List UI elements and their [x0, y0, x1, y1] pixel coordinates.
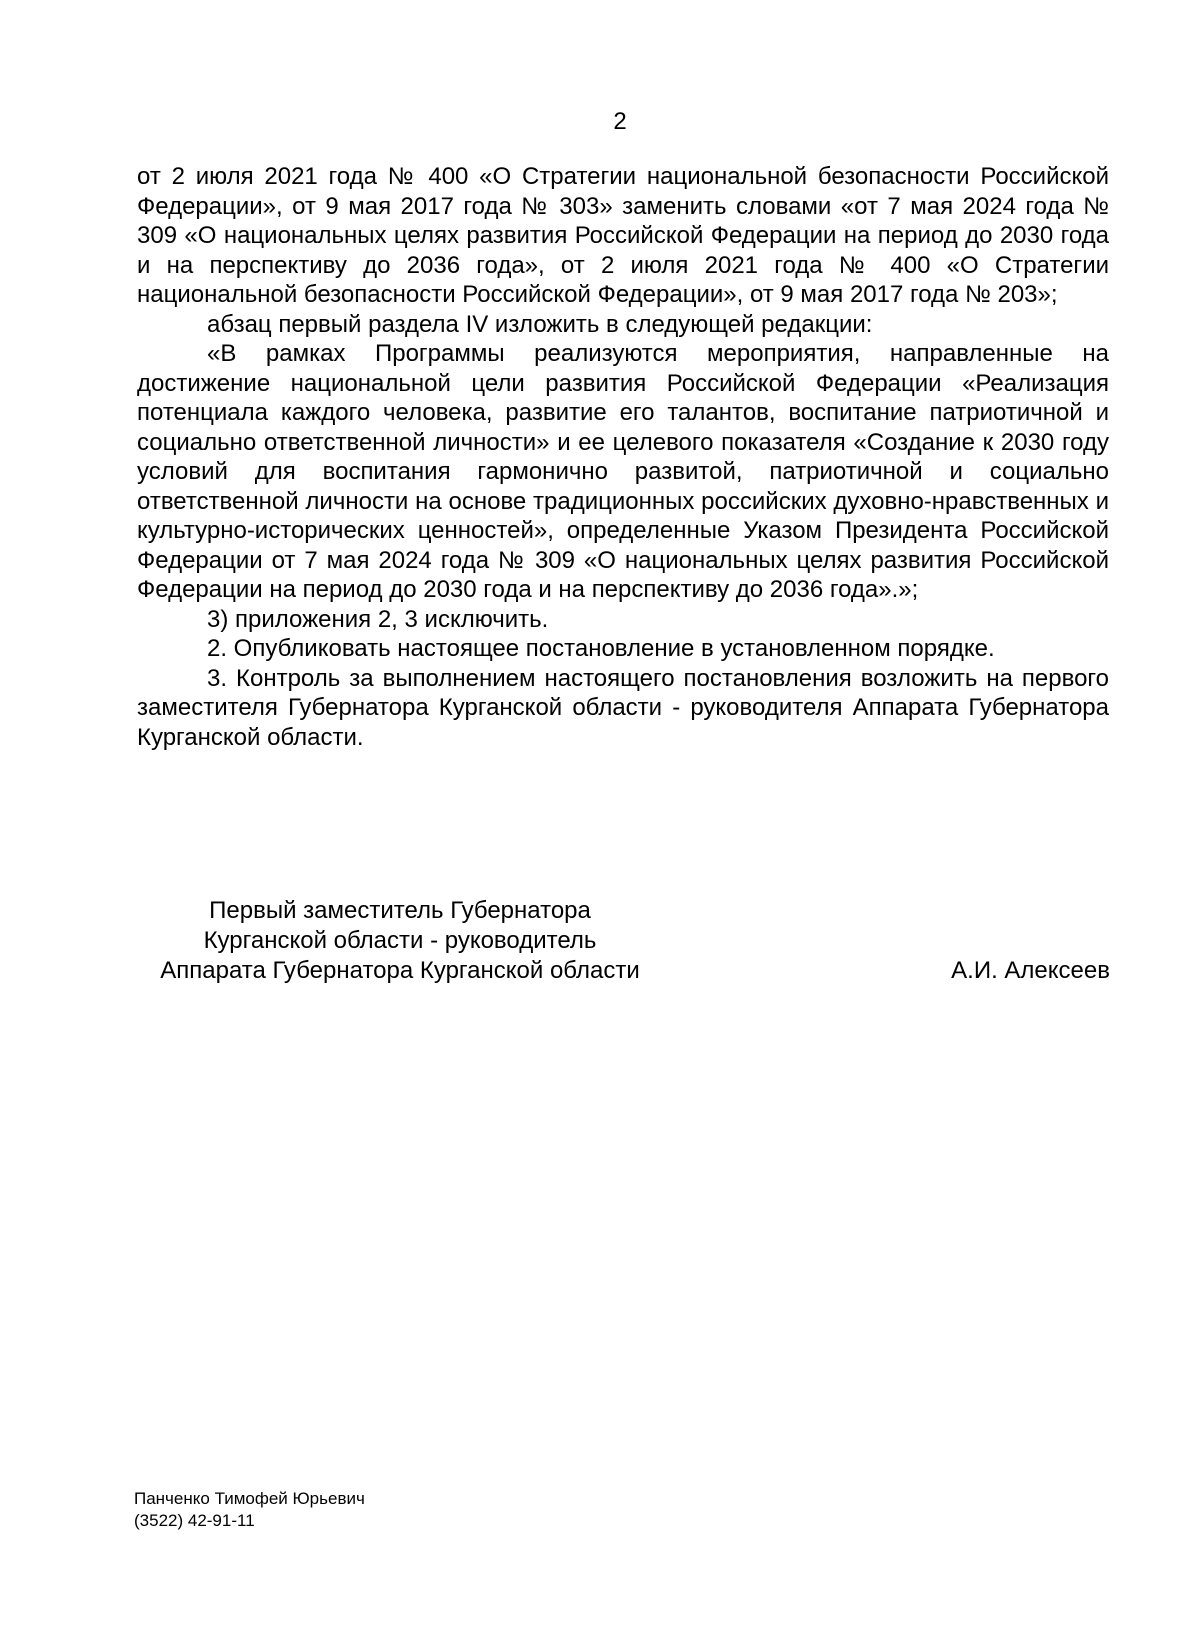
signatory-position-line: Первый заместитель Губернатора: [209, 897, 591, 924]
document-body: [137, 162, 1109, 752]
paragraph-6: 3. Контроль за выполнением настоящего постановления возложить на первого заместителя Губернатора Курганской области - руководителя Аппарата Губернатора Курганской области.: [137, 664, 1109, 751]
paragraph-2: абзац первый раздела IV изложить в следующей редакции:: [207, 310, 873, 338]
signatory-position-line: Курганской области - руководитель: [203, 927, 597, 954]
signatory-position: [130, 896, 670, 986]
executor-name: Панченко Тимофей Юрьевич: [134, 1489, 365, 1508]
executor-block: [134, 1488, 365, 1532]
page-number: 2: [613, 108, 627, 135]
paragraph-4: 3) приложения 2, 3 исключить.: [207, 605, 549, 633]
signatory-position-line: Аппарата Губернатора Курганской области: [160, 957, 640, 984]
signatory-name: А.И. Алексеев: [951, 957, 1110, 984]
paragraph-1: от 2 июля 2021 года № 400 «О Стратегии национальной безопасности Российской Федерации», от 9 мая 2017 года № 303» заменить словами «от 7 мая 2024 года № 309 «О национальных целях развития Российской Федерации на период до 2030 года и на перспективу до 2036 года», от 2 июля 2021 года № 400 «О Стратегии национальной безопасности Российской Федерации», от 9 мая 2017 года № 203»;: [137, 163, 1109, 308]
paragraph-5: 2. Опубликовать настоящее постановление в установленном порядке.: [207, 635, 995, 662]
paragraph-3: «В рамках Программы реализуются мероприятия, направленные на достижение национальной цели развития Российской Федерации «Реализация потенциала каждого человека, развитие его талантов, воспитание патриотичной и социально ответственной личности» и ее целевого показателя «Создание к 2030 году условий для воспитания гармонично развитой, патриотичной и социально ответственной личности на основе традиционных российских духовно-нравственных и культурно-исторических ценностей», определенные Указом Президента Российской Федерации от 7 мая 2024 года № 309 «О национальных целях развития Российской Федерации на период до 2030 года и на перспективу до 2036 года».»;: [137, 340, 1109, 603]
executor-phone: (3522) 42-91-11: [134, 1511, 255, 1530]
